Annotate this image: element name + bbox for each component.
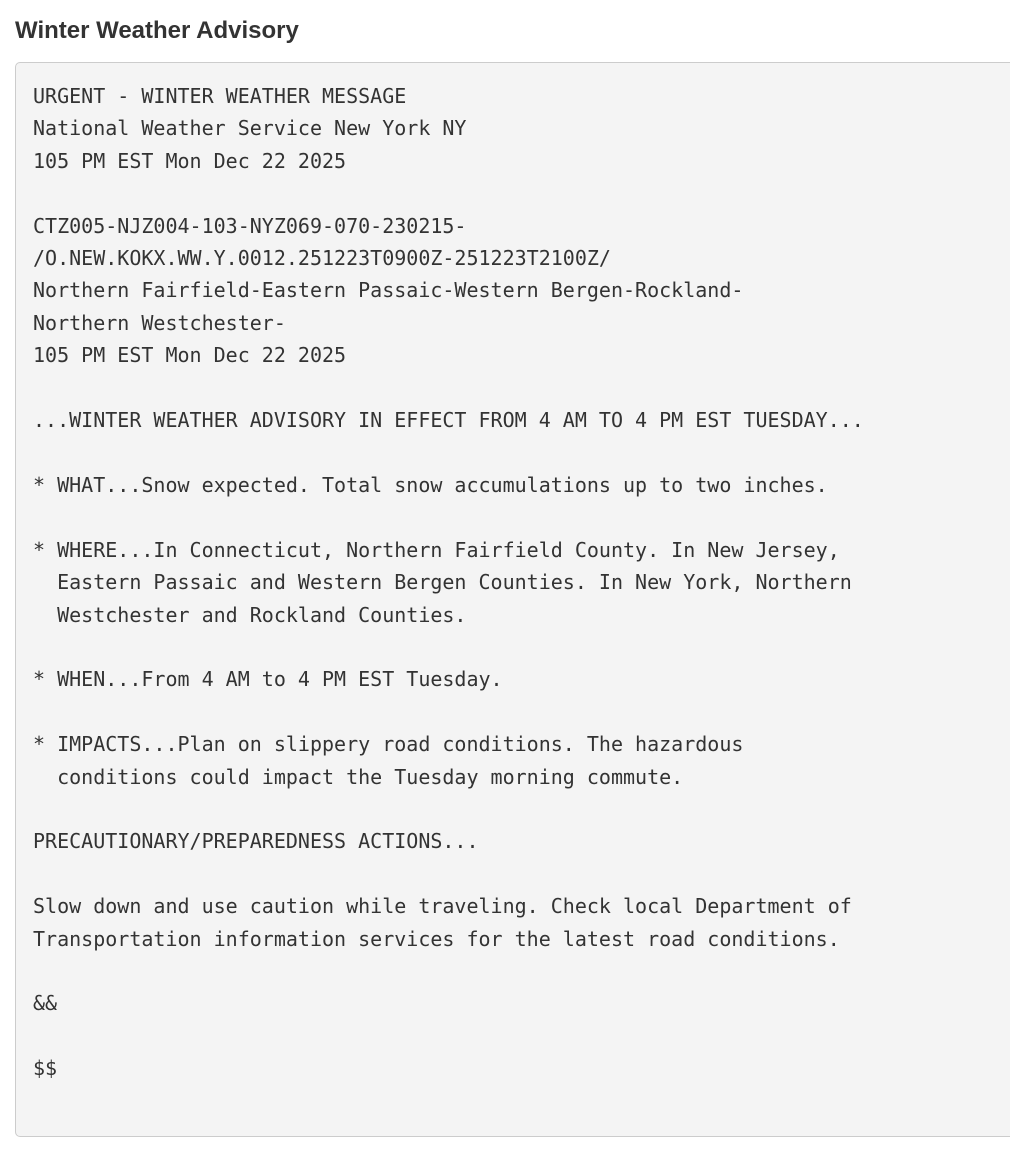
advisory-product-text: URGENT - WINTER WEATHER MESSAGE National Weather Service New York NY 105 PM EST Mon Dec 22 2025 CTZ005-NJZ004-103-NYZ069-070-230215- /O.NEW.KOKX.WW.Y.0012.251223T0900Z-251223T2100Z/ Northern Fairfield-Eastern Passaic-Western Bergen-Rockland- Northern Westchester- 105 PM EST Mon Dec 22 2025 ...WINTER WEATHER ADVISORY IN EFFECT FROM 4 AM TO 4 PM EST TUESDAY... * WHAT...Snow expected. Total snow accumulations up to two inches. * WHERE...In Connecticut, Northern Fairfield County. In New Jersey, Eastern Passaic and Western Bergen Counties. In New York, Northern Westchester and Rockland Counties. * WHEN...From 4 AM to 4 PM EST Tuesday. * IMPACTS...Plan on slippery road conditions. The hazardous conditions could impact the Tuesday morning commute. PRECAUTIONARY/PREPAREDNESS ACTIONS... Slow down and use caution while traveling. Check local Department of Transportation information services for the latest road conditions. && $$ — [33, 84, 864, 1081]
advisory-title: Winter Weather Advisory — [15, 17, 299, 44]
product-text-box — [15, 62, 1010, 1137]
